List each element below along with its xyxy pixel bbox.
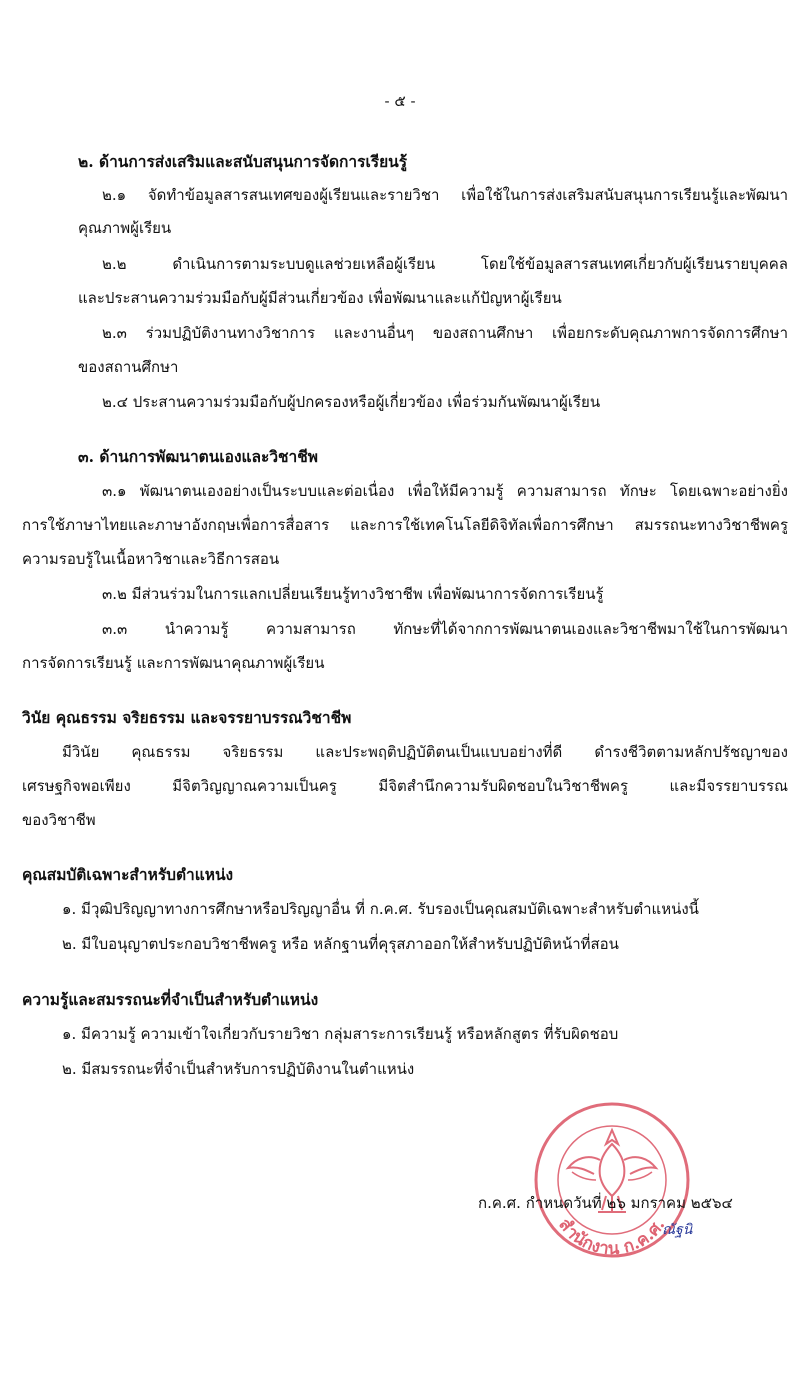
competency-item-1: ๑. มีความรู้ ความเข้าใจเกี่ยวกับรายวิชา กลุ่มสาระการเรียนรู้ หรือหลักสูตร ที่รับผิดชอบ bbox=[62, 1025, 619, 1043]
section-2-1-line-1: ๒.๑ จัดทำข้อมูลสารสนเทศของผู้เรียนและรายวิชา เพื่อใช้ในการส่งเสริมสนับสนุนการเรียนรู้และพัฒนา bbox=[102, 186, 788, 204]
section-2-2-line-2: และประสานความร่วมมือกับผู้มีส่วนเกี่ยวข้อง เพื่อพัฒนาและแก้ปัญหาผู้เรียน bbox=[78, 289, 562, 307]
section-2-2-line-1: ๒.๒ ดำเนินการตามระบบดูแลช่วยเหลือผู้เรียน โดยใช้ข้อมูลสารสนเทศเกี่ยวกับผู้เรียนรายบุคคล bbox=[102, 255, 788, 273]
qualifications-heading: คุณสมบัติเฉพาะสำหรับตำแหน่ง bbox=[22, 865, 234, 884]
page-number: - ๕ - bbox=[384, 92, 416, 110]
section-2-1-line-2: คุณภาพผู้เรียน bbox=[78, 219, 172, 237]
ethics-line-3: ของวิชาชีพ bbox=[22, 811, 96, 829]
section-2-4-line-1: ๒.๔ ประสานความร่วมมือกับผู้ปกครองหรือผู้เกี่ยวข้อง เพื่อร่วมกันพัฒนาผู้เรียน bbox=[102, 393, 601, 411]
signature-initials: ณัฐนิ bbox=[662, 1222, 693, 1238]
section-2-3-line-2: ของสถานศึกษา bbox=[78, 358, 179, 376]
competencies-heading: ความรู้และสมรรถนะที่จำเป็นสำหรับตำแหน่ง bbox=[22, 990, 319, 1009]
section-3-heading: ๓. ด้านการพัฒนาตนเองและวิชาชีพ bbox=[78, 447, 319, 466]
section-3-2-line-1: ๓.๒ มีส่วนร่วมในการแลกเปลี่ยนเรียนรู้ทางวิชาชีพ เพื่อพัฒนาการจัดการเรียนรู้ bbox=[102, 585, 604, 603]
section-2-3-line-1: ๒.๓ ร่วมปฏิบัติงานทางวิชาการ และงานอื่นๆ ของสถานศึกษา เพื่อยกระดับคุณภาพการจัดการศึกษา bbox=[102, 324, 788, 342]
qualification-item-1: ๑. มีวุฒิปริญญาทางการศึกษาหรือปริญญาอื่น ที่ ก.ค.ศ. รับรองเป็นคุณสมบัติเฉพาะสำหรับตำแหน่งนี้ bbox=[62, 900, 699, 918]
section-3-1-line-3: ความรอบรู้ในเนื้อหาวิชาและวิธีการสอน bbox=[22, 550, 280, 568]
competency-item-2: ๒. มีสมรรถนะที่จำเป็นสำหรับการปฏิบัติงานในตำแหน่ง bbox=[62, 1060, 415, 1078]
section-3-1-line-1: ๓.๑ พัฒนาตนเองอย่างเป็นระบบและต่อเนื่อง เพื่อให้มีความรู้ ความสามารถ ทักษะ โดยเฉพาะอย่างยิ่ง bbox=[102, 482, 788, 500]
section-3-3-line-1: ๓.๓ นำความรู้ ความสามารถ ทักษะที่ได้จากการพัฒนาตนเองและวิชาชีพมาใช้ในการพัฒนา bbox=[102, 620, 788, 638]
section-3-1-line-2: การใช้ภาษาไทยและภาษาอังกฤษเพื่อการสื่อสาร และการใช้เทคโนโลยีดิจิทัลเพื่อการศึกษา สมรรถนะทางวิชาชีพครู bbox=[22, 516, 788, 534]
section-2-heading: ๒. ด้านการส่งเสริมและสนับสนุนการจัดการเรียนรู้ bbox=[78, 152, 408, 171]
qualification-item-2: ๒. มีใบอนุญาตประกอบวิชาชีพครู หรือ หลักฐานที่คุรุสภาออกให้สำหรับปฏิบัติหน้าที่สอน bbox=[62, 935, 619, 953]
ethics-line-1: มีวินัย คุณธรรม จริยธรรม และประพฤติปฏิบัติตนเป็นแบบอย่างที่ดี ดำรงชีวิตตามหลักปรัชญาของ bbox=[62, 743, 788, 761]
issued-date-line: ก.ค.ศ. กำหนดวันที่ ๒๖ มกราคม ๒๕๖๔ bbox=[478, 1194, 733, 1212]
section-3-3-line-2: การจัดการเรียนรู้ และการพัฒนาคุณภาพผู้เรียน bbox=[22, 654, 325, 672]
ethics-heading: วินัย คุณธรรม จริยธรรม และจรรยาบรรณวิชาชีพ bbox=[22, 708, 352, 727]
ethics-line-2: เศรษฐกิจพอเพียง มีจิตวิญญาณความเป็นครู มีจิตสำนึกความรับผิดชอบในวิชาชีพครู และมีจรรยาบรรณ bbox=[22, 777, 788, 795]
svg-text:สำนักงาน ก.ค.ศ.: สำนักงาน ก.ค.ศ. bbox=[554, 1214, 670, 1260]
